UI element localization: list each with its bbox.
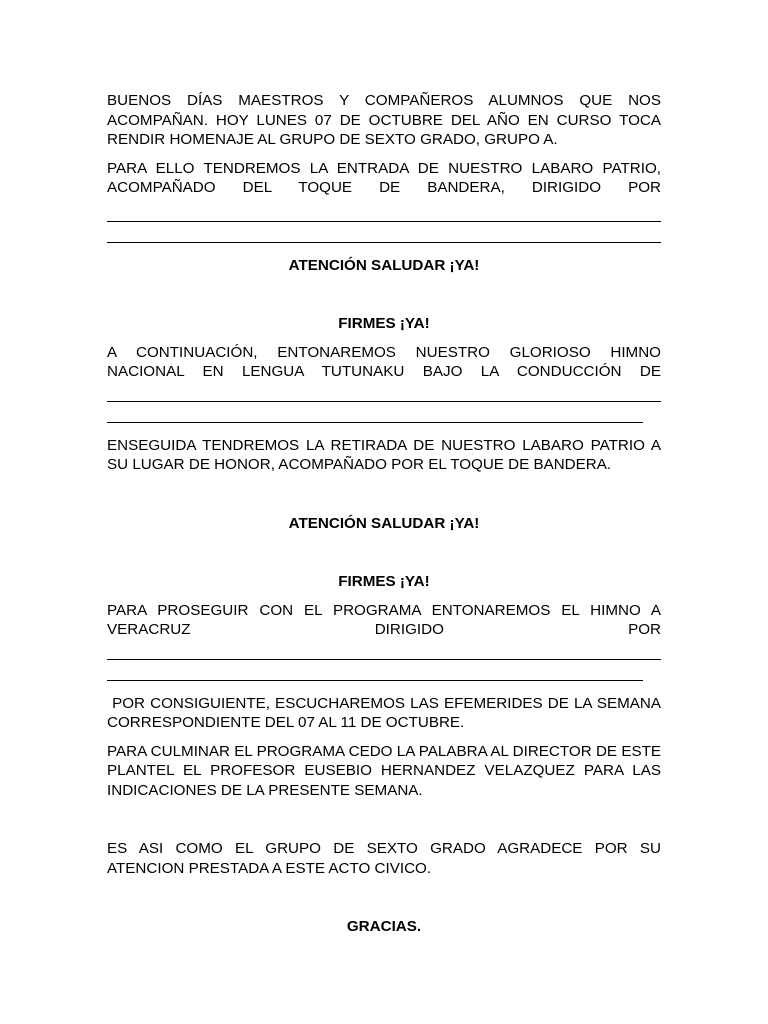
command-salute: ATENCIÓN SALUDAR ¡YA! bbox=[288, 514, 480, 532]
fill-in-line bbox=[107, 403, 643, 423]
veracruz-anthem-paragraph: PARA PROSEGUIR CON EL PROGRAMA ENTONAREMOS EL HIMNO A VERACRUZ DIRIGIDO POR bbox=[107, 601, 661, 638]
flag-exit-paragraph: ENSEGUIDA TENDREMOS LA RETIRADA DE NUESTRO LABARO PATRIO A SU LUGAR DE HONOR, ACOMPAÑADO POR EL TOQUE DE BANDERA. bbox=[107, 436, 661, 473]
command-salute: ATENCIÓN SALUDAR ¡YA! bbox=[288, 256, 480, 274]
document-page bbox=[107, 91, 666, 937]
greeting-paragraph: BUENOS DÍAS MAESTROS Y COMPAÑEROS ALUMNOS QUE NOS ACOMPAÑAN. HOY LUNES 07 DE OCTUBRE DEL AÑO EN CURSO TOCA RENDIR HOMENAJE AL GRUPO DE SEXTO GRADO, GRUPO A. bbox=[107, 92, 661, 148]
fill-in-line bbox=[107, 661, 643, 681]
fill-in-line bbox=[107, 223, 661, 243]
command-attention: FIRMES ¡YA! bbox=[338, 573, 430, 590]
flag-entry-paragraph: PARA ELLO TENDREMOS LA ENTRADA DE NUESTRO LABARO PATRIO, ACOMPAÑADO DEL TOQUE DE BANDERA, DIRIGIDO POR bbox=[107, 159, 661, 196]
anthem-paragraph: A CONTINUACIÓN, ENTONAREMOS NUESTRO GLORIOSO HIMNO NACIONAL EN LENGUA TUTUNAKU BAJO LA CONDUCCIÓN DE bbox=[107, 343, 661, 380]
fill-in-line bbox=[107, 383, 661, 403]
command-attention: FIRMES ¡YA! bbox=[338, 315, 430, 332]
fill-in-line bbox=[107, 203, 661, 223]
director-paragraph: PARA CULMINAR EL PROGRAMA CEDO LA PALABRA AL DIRECTOR DE ESTE PLANTEL EL PROFESOR EUSEBIO HERNANDEZ VELAZQUEZ PARA LAS INDICACIONES DE LA PRESENTE SEMANA. bbox=[107, 742, 661, 799]
blank-lines bbox=[107, 383, 661, 423]
blank-lines bbox=[107, 641, 661, 681]
closing-text: GRACIAS. bbox=[346, 918, 422, 935]
ephemerides-paragraph: POR CONSIGUIENTE, ESCUCHAREMOS LAS EFEMERIDES DE LA SEMANA CORRESPONDIENTE DEL 07 AL 11 DE OCTUBRE. bbox=[107, 694, 666, 731]
thanks-paragraph: ES ASI COMO EL GRUPO DE SEXTO GRADO AGRADECE POR SU ATENCION PRESTADA A ESTE ACTO CIVICO. bbox=[107, 840, 661, 877]
fill-in-line bbox=[107, 641, 661, 661]
blank-lines bbox=[107, 203, 661, 243]
